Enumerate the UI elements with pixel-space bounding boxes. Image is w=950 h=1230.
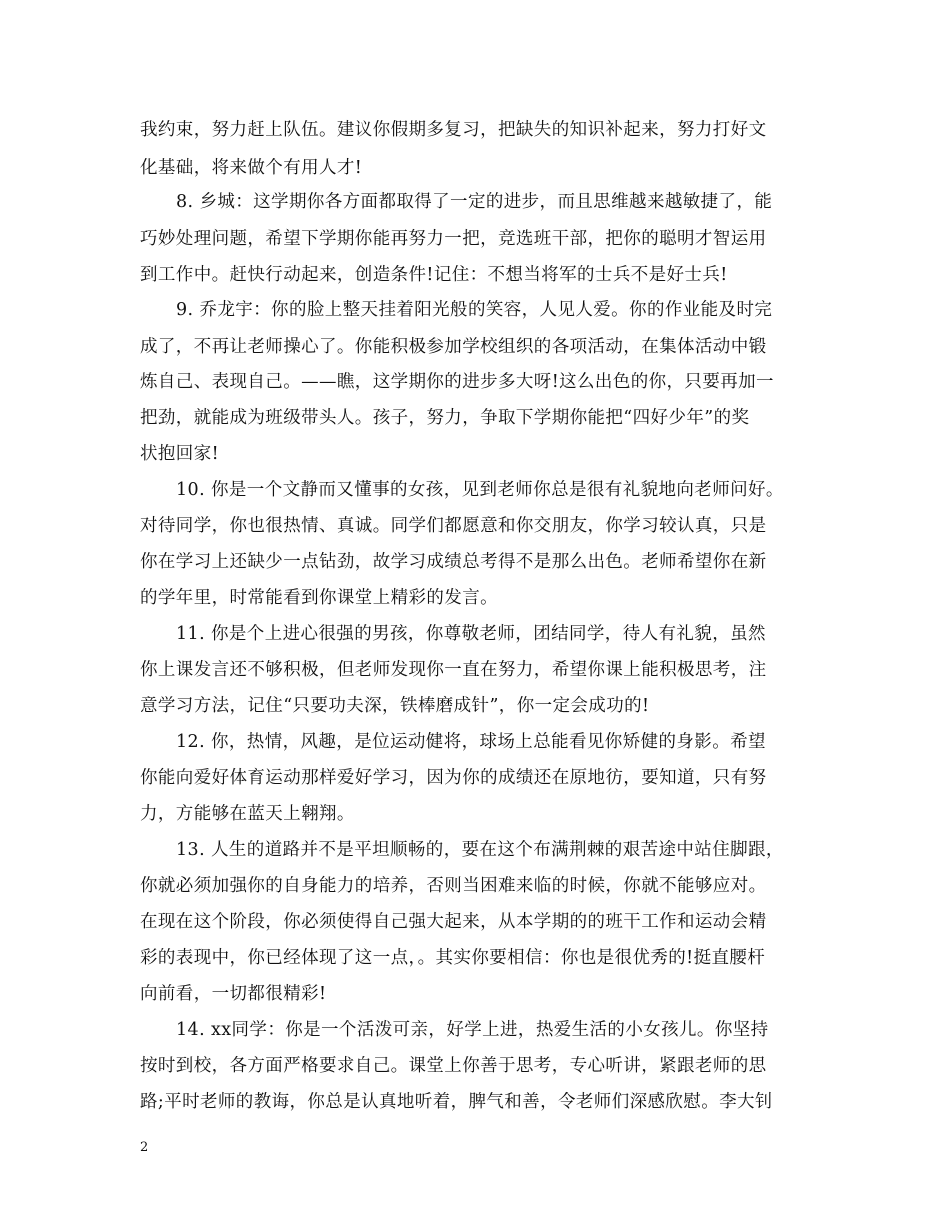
text-line: 按时到校，各方面严格要求自己。课堂上你善于思考，专心听讲，紧跟老师的思 <box>140 1056 767 1076</box>
text-line: 我约束，努力赶上队伍。建议你假期多复习，把缺失的知识补起来，努力打好文 <box>140 120 767 140</box>
text-line: 到工作中。赶快行动起来，创造条件!记住：不想当将军的士兵不是好士兵! <box>140 265 728 285</box>
text-line: 意学习方法，记住“只要功夫深，铁棒磨成针”，你一定会成功的! <box>140 696 650 716</box>
text-line: 状抱回家! <box>140 444 220 464</box>
text-line: 你就必须加强你的自身能力的培养，否则当困难来临的时候，你就不能够应对。 <box>140 876 767 896</box>
text-line: 的学年里，时常能看到你课堂上精彩的发言。 <box>140 588 498 608</box>
text-line: 化基础，将来做个有用人才! <box>140 158 363 178</box>
paragraph-8-start: 8. 乡城：这学期你各方面都取得了一定的进步，而且思维越来越敏捷了，能 <box>176 192 773 212</box>
text-line: 炼自己、表现自己。——瞧，这学期你的进步多大呀!这么出色的你，只要再加一 <box>140 372 774 392</box>
paragraph-12-start: 12. 你，热情，风趣，是位运动健将，球场上总能看见你矫健的身影。希望 <box>176 732 766 752</box>
paragraph-9-start: 9. 乔龙宇：你的脸上整天挂着阳光般的笑容，人见人爱。你的作业能及时完 <box>176 300 773 320</box>
text-line: 你上课发言还不够积极，但老师发现你一直在努力，希望你课上能积极思考，注 <box>140 660 767 680</box>
text-line: 你能向爱好体育运动那样爱好学习，因为你的成绩还在原地彷，要知道，只有努 <box>140 768 767 788</box>
paragraph-10-start: 10. 你是一个文静而又懂事的女孩，见到老师你总是很有礼貌地向老师问好。 <box>176 480 784 500</box>
text-line: 把劲，就能成为班级带头人。孩子，努力，争取下学期你能把“四好少年”的奖 <box>140 408 750 428</box>
paragraph-11-start: 11. 你是个上进心很强的男孩，你尊敬老师，团结同学，待人有礼貌，虽然 <box>176 624 766 644</box>
text-line: 在现在这个阶段，你必须使得自己强大起来，从本学期的的班干工作和运动会精 <box>140 912 767 932</box>
page-number: 2 <box>140 1140 149 1155</box>
text-line: 对待同学，你也很热情、真诚。同学们都愿意和你交朋友，你学习较认真，只是 <box>140 516 767 536</box>
text-line: 你在学习上还缺少一点钻劲，故学习成绩总考得不是那么出色。老师希望你在新 <box>140 552 767 572</box>
text-line: 力，方能够在蓝天上翱翔。 <box>140 804 355 824</box>
text-line: 路;平时老师的教诲，你总是认真地听着，脾气和善，令老师们深感欣慰。李大钊 <box>140 1092 773 1112</box>
paragraph-14-start: 14. xx同学：你是一个活泼可亲，好学上进，热爱生活的小女孩儿。你坚持 <box>176 1020 769 1040</box>
text-line: 彩的表现中，你已经体现了这一点，。其实你要相信：你也是很优秀的!挺直腰杆 <box>140 948 766 968</box>
paragraph-13-start: 13. 人生的道路并不是平坦顺畅的，要在这个布满荆棘的艰苦途中站住脚跟， <box>176 840 784 860</box>
text-line: 成了，不再让老师操心了。你能积极参加学校组织的各项活动，在集体活动中锻 <box>140 337 767 357</box>
text-line: 巧妙处理问题，希望下学期你能再努力一把，竞选班干部，把你的聪明才智运用 <box>140 229 767 249</box>
text-line: 向前看，一切都很精彩! <box>140 984 327 1004</box>
